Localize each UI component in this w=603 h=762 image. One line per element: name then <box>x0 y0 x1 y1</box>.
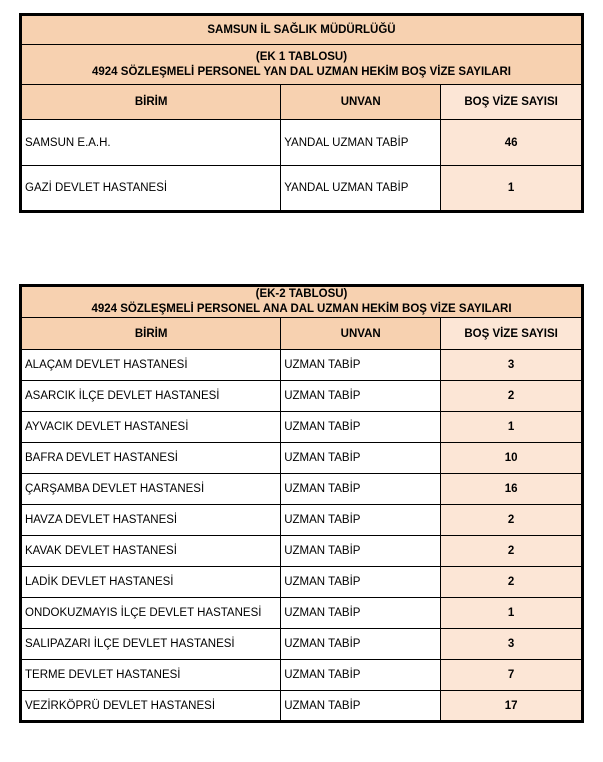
cell-birim: LADİK DEVLET HASTANESİ <box>21 567 281 598</box>
column-header-birim: BİRİM <box>21 85 281 120</box>
cell-birim: ASARCIK İLÇE DEVLET HASTANESİ <box>21 381 281 412</box>
table-row <box>21 443 583 474</box>
cell-unvan: YANDAL UZMAN TABİP <box>281 120 441 166</box>
column-header-bos-vize: BOŞ VİZE SAYISI <box>441 318 583 350</box>
cell-unvan: UZMAN TABİP <box>281 412 441 443</box>
table-subtitle <box>21 286 583 318</box>
table-row <box>21 166 583 212</box>
subtitle-line-2: 4924 SÖZLEŞMELİ PERSONEL YAN DAL UZMAN HEKİM BOŞ VİZE SAYILARI <box>92 65 511 78</box>
column-header-unvan: UNVAN <box>281 85 441 120</box>
cell-bos-vize: 17 <box>441 691 583 722</box>
subtitle-line-2: 4924 SÖZLEŞMELİ PERSONEL ANA DAL UZMAN HEKİM BOŞ VİZE SAYILARI <box>91 303 512 315</box>
table-row <box>21 660 583 691</box>
table-row <box>21 381 583 412</box>
subtitle-line-1: (EK-2 TABLOSU) <box>255 288 348 300</box>
cell-unvan: UZMAN TABİP <box>281 350 441 381</box>
table-row <box>21 412 583 443</box>
column-header-bos-vize: BOŞ VİZE SAYISI <box>441 85 583 120</box>
cell-unvan: YANDAL UZMAN TABİP <box>281 166 441 212</box>
cell-bos-vize: 7 <box>441 660 583 691</box>
cell-unvan: UZMAN TABİP <box>281 660 441 691</box>
cell-unvan: UZMAN TABİP <box>281 691 441 722</box>
cell-bos-vize: 2 <box>441 505 583 536</box>
cell-birim: SAMSUN E.A.H. <box>21 120 281 166</box>
cell-birim: ÇARŞAMBA DEVLET HASTANESİ <box>21 474 281 505</box>
cell-bos-vize: 1 <box>441 598 583 629</box>
ek1-table <box>19 13 584 213</box>
table-row <box>21 350 583 381</box>
cell-unvan: UZMAN TABİP <box>281 381 441 412</box>
cell-birim: AYVACIK DEVLET HASTANESİ <box>21 412 281 443</box>
cell-unvan: UZMAN TABİP <box>281 567 441 598</box>
table-title: SAMSUN İL SAĞLIK MÜDÜRLÜĞÜ <box>21 15 583 45</box>
cell-bos-vize: 3 <box>441 629 583 660</box>
cell-bos-vize: 1 <box>441 166 583 212</box>
cell-birim: ONDOKUZMAYIS İLÇE DEVLET HASTANESİ <box>21 598 281 629</box>
cell-bos-vize: 46 <box>441 120 583 166</box>
column-header-birim: BİRİM <box>21 318 281 350</box>
cell-unvan: UZMAN TABİP <box>281 505 441 536</box>
cell-bos-vize: 1 <box>441 412 583 443</box>
cell-birim: VEZİRKÖPRÜ DEVLET HASTANESİ <box>21 691 281 722</box>
table-row <box>21 505 583 536</box>
column-header-unvan: UNVAN <box>281 318 441 350</box>
table-row <box>21 474 583 505</box>
cell-birim: HAVZA DEVLET HASTANESİ <box>21 505 281 536</box>
cell-unvan: UZMAN TABİP <box>281 474 441 505</box>
table-row <box>21 567 583 598</box>
cell-bos-vize: 10 <box>441 443 583 474</box>
cell-birim: BAFRA DEVLET HASTANESİ <box>21 443 281 474</box>
table-row <box>21 536 583 567</box>
cell-unvan: UZMAN TABİP <box>281 629 441 660</box>
table-row <box>21 629 583 660</box>
subtitle-line-1: (EK 1 TABLOSU) <box>255 50 348 63</box>
cell-birim: SALIPAZARI İLÇE DEVLET HASTANESİ <box>21 629 281 660</box>
cell-unvan: UZMAN TABİP <box>281 536 441 567</box>
cell-bos-vize: 3 <box>441 350 583 381</box>
cell-bos-vize: 16 <box>441 474 583 505</box>
cell-birim: ALAÇAM DEVLET HASTANESİ <box>21 350 281 381</box>
cell-birim: GAZİ DEVLET HASTANESİ <box>21 166 281 212</box>
cell-birim: TERME DEVLET HASTANESİ <box>21 660 281 691</box>
cell-unvan: UZMAN TABİP <box>281 598 441 629</box>
table-row <box>21 691 583 722</box>
table-row <box>21 120 583 166</box>
cell-bos-vize: 2 <box>441 567 583 598</box>
ek2-table <box>19 284 584 723</box>
table-subtitle <box>21 45 583 85</box>
table-row <box>21 598 583 629</box>
cell-birim: KAVAK DEVLET HASTANESİ <box>21 536 281 567</box>
cell-bos-vize: 2 <box>441 381 583 412</box>
cell-bos-vize: 2 <box>441 536 583 567</box>
cell-unvan: UZMAN TABİP <box>281 443 441 474</box>
